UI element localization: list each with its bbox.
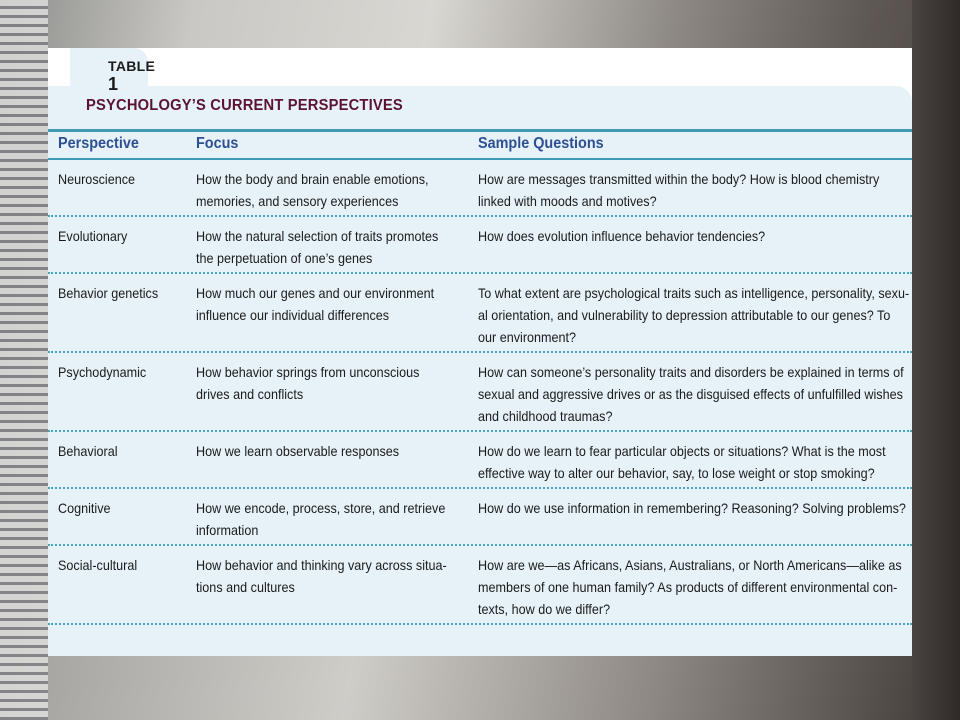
cell-sample-questions	[478, 282, 910, 348]
cell-sample-questions-line: How can someone’s personality traits and disorders be explained in terms of	[478, 364, 904, 380]
cell-perspective: Neuroscience	[58, 171, 136, 187]
cell-sample-questions	[478, 168, 901, 212]
cell-sample-questions-line: How are we—as Africans, Asians, Australians, or North Americans—alike as	[478, 557, 902, 573]
cell-focus	[196, 554, 466, 598]
background-building-right	[912, 0, 960, 720]
header-focus: Focus	[196, 135, 239, 152]
cell-sample-questions	[478, 361, 904, 427]
cell-sample-questions	[478, 554, 901, 620]
cell-focus-line: How much our genes and our environment	[196, 285, 435, 301]
table-label-text: TABLE	[108, 58, 156, 74]
cell-focus-line: drives and conflicts	[196, 386, 304, 402]
cell-sample-questions-line: our environment?	[478, 329, 577, 345]
cell-sample-questions-line: and childhood traumas?	[478, 408, 613, 424]
cell-sample-questions-line: linked with moods and motives?	[478, 193, 657, 209]
cell-focus-line: How behavior and thinking vary across situa-	[196, 557, 447, 573]
cell-focus-line: How behavior springs from unconscious	[196, 364, 420, 380]
cell-perspective: Psychodynamic	[58, 364, 147, 380]
cell-focus	[196, 361, 466, 405]
cell-perspective: Behavioral	[58, 443, 118, 459]
cell-focus	[196, 497, 466, 541]
table-row	[48, 274, 912, 353]
cell-focus	[196, 440, 466, 462]
cell-focus-line: How we encode, process, store, and retrieve	[196, 500, 446, 516]
header-sample-questions: Sample Questions	[478, 135, 604, 152]
cell-focus-line: How the natural selection of traits promotes	[196, 228, 439, 244]
title-rule	[48, 129, 912, 132]
cell-sample-questions-line: effective way to alter our behavior, say, to lose weight or stop smoking?	[478, 465, 875, 481]
cell-sample-questions	[478, 225, 901, 247]
table-row	[48, 160, 912, 217]
cell-focus-line: tions and cultures	[196, 579, 295, 595]
cell-focus-line: How the body and brain enable emotions,	[196, 171, 429, 187]
header-perspective: Perspective	[58, 135, 139, 152]
cell-focus-line: the perpetuation of one’s genes	[196, 250, 373, 266]
cell-sample-questions-line: texts, how do we differ?	[478, 601, 611, 617]
table-row	[48, 432, 912, 489]
cell-sample-questions-line: How do we learn to fear particular objects or situations? What is the most	[478, 443, 886, 459]
background-building-left	[0, 0, 48, 720]
table-number: 1	[108, 74, 119, 94]
cell-sample-questions-line: members of one human family? As products of different environmental con-	[478, 579, 898, 595]
cell-sample-questions-line: sexual and aggressive drives or as the disguised effects of unfulfilled wishes	[478, 386, 903, 402]
table-tab	[70, 48, 156, 94]
cell-focus	[196, 168, 466, 212]
cell-perspective: Evolutionary	[58, 228, 128, 244]
cell-focus	[196, 282, 466, 326]
cell-focus-line: How we learn observable responses	[196, 443, 400, 459]
cell-focus	[196, 225, 466, 269]
cell-sample-questions	[478, 497, 906, 519]
table-title: PSYCHOLOGY’S CURRENT PERSPECTIVES	[86, 97, 403, 114]
cell-sample-questions-line: To what extent are psychological traits such as intelligence, personality, sexu-	[478, 285, 910, 301]
cell-sample-questions-line: How do we use information in remembering? Reasoning? Solving problems?	[478, 500, 906, 516]
cell-focus-line: influence our individual differences	[196, 307, 390, 323]
cell-sample-questions-line: al orientation, and vulnerability to depression attributable to our genes? To	[478, 307, 891, 323]
table-label	[108, 58, 155, 95]
table-row	[48, 489, 912, 546]
cell-sample-questions	[478, 440, 901, 484]
table-row	[48, 546, 912, 625]
cell-sample-questions-line: How are messages transmitted within the body? How is blood chemistry	[478, 171, 880, 187]
cell-perspective: Social-cultural	[58, 557, 138, 573]
table-row	[48, 353, 912, 432]
slide	[48, 48, 912, 656]
cell-perspective: Behavior genetics	[58, 285, 159, 301]
cell-perspective: Cognitive	[58, 500, 111, 516]
cell-focus-line: memories, and sensory experiences	[196, 193, 399, 209]
table-row	[48, 217, 912, 274]
background-bottom	[48, 656, 912, 720]
cell-focus-line: information	[196, 522, 259, 538]
cell-sample-questions-line: How does evolution influence behavior tendencies?	[478, 228, 766, 244]
